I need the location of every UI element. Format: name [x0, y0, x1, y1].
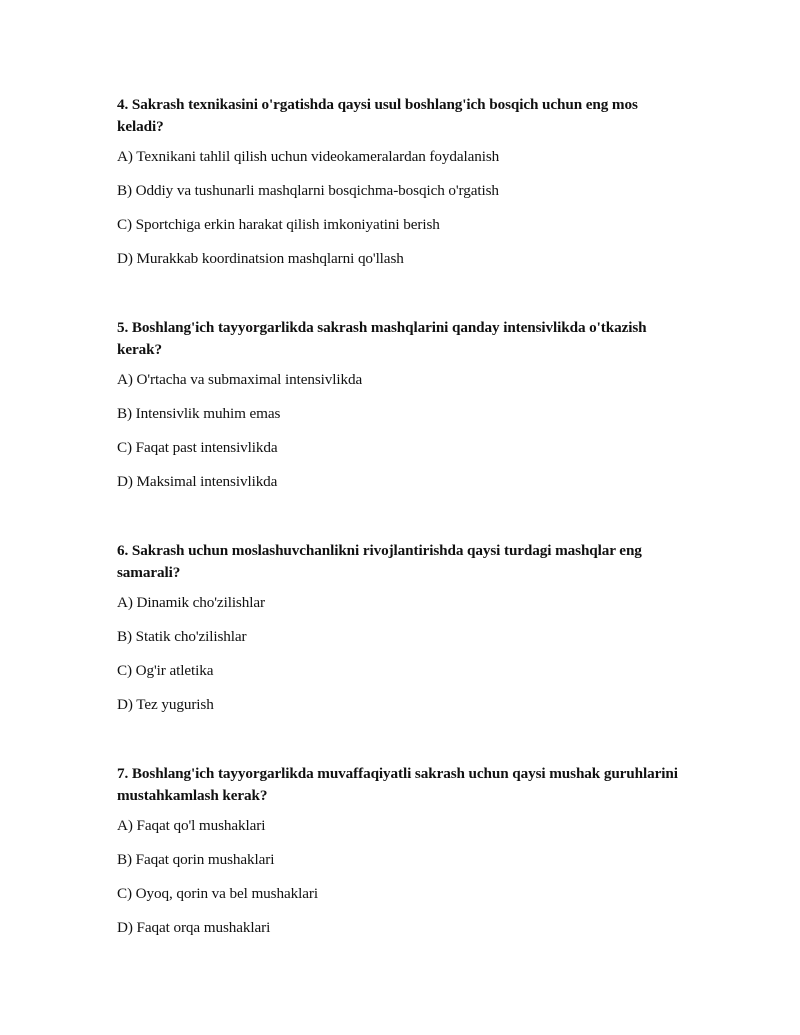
answer-option-a: A) O'rtacha va submaximal intensivlikda	[117, 371, 363, 388]
answer-option-b: B) Oddiy va tushunarli mashqlarni bosqichma-bosqich o'rgatish	[117, 182, 499, 199]
answer-option-c: C) Oyoq, qorin va bel mushaklari	[117, 885, 318, 902]
document-page	[117, 94, 687, 938]
question-6	[117, 540, 687, 715]
answer-option-d: D) Murakkab koordinatsion mashqlarni qo'llash	[117, 250, 404, 267]
answer-option-b: B) Intensivlik muhim emas	[117, 405, 281, 422]
answer-option-d: D) Maksimal intensivlikda	[117, 473, 278, 490]
question-4	[117, 94, 687, 269]
answer-option-c: C) Sportchiga erkin harakat qilish imkoniyatini berish	[117, 216, 440, 233]
answer-option-a: A) Faqat qo'l mushaklari	[117, 817, 266, 834]
question-title: 7. Boshlang'ich tayyorgarlikda muvaffaqiyatli sakrash uchun qaysi mushak guruhlarini mustahkamlash kerak?	[117, 765, 678, 804]
answer-option-a: A) Texnikani tahlil qilish uchun videokameralardan foydalanish	[117, 148, 500, 165]
answer-option-d: D) Tez yugurish	[117, 696, 214, 713]
question-title: 4. Sakrash texnikasini o'rgatishda qaysi usul boshlang'ich bosqich uchun eng mos keladi?	[117, 96, 638, 135]
answer-option-c: C) Og'ir atletika	[117, 662, 214, 679]
answer-option-b: B) Statik cho'zilishlar	[117, 628, 247, 645]
question-7	[117, 763, 687, 938]
answer-option-c: C) Faqat past intensivlikda	[117, 439, 278, 456]
answer-option-b: B) Faqat qorin mushaklari	[117, 851, 275, 868]
question-title: 6. Sakrash uchun moslashuvchanlikni rivojlantirishda qaysi turdagi mashqlar eng samarali?	[117, 542, 642, 581]
question-5	[117, 317, 687, 492]
question-title: 5. Boshlang'ich tayyorgarlikda sakrash mashqlarini qanday intensivlikda o'tkazish kerak?	[117, 319, 647, 358]
answer-option-d: D) Faqat orqa mushaklari	[117, 919, 271, 936]
answer-option-a: A) Dinamik cho'zilishlar	[117, 594, 265, 611]
